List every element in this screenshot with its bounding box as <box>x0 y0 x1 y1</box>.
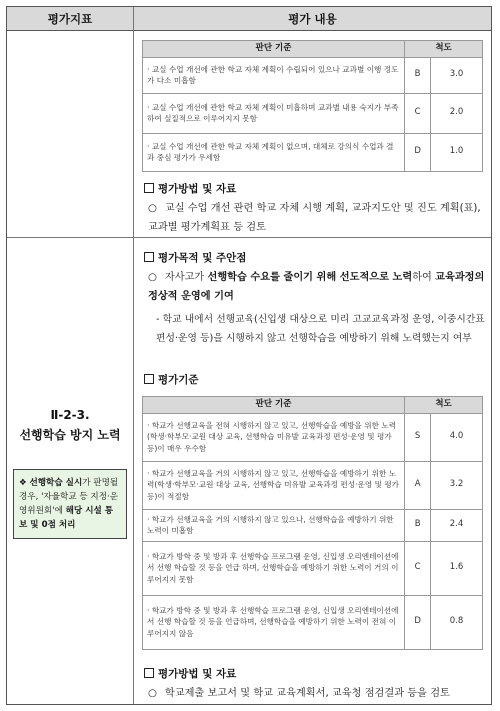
table-header <box>7 7 491 31</box>
penalty-note: ❖ 선행학습 실시가 판명될 경우, '자율학교 등 지정·운영위원회'에 해당 시설 통보 및 0점 처리 <box>13 469 127 539</box>
grade: A <box>405 461 431 509</box>
section-heading: 평가목적 및 주안점 <box>144 250 246 266</box>
table-row <box>143 413 483 461</box>
header-content: 평가 내용 <box>288 12 337 26</box>
grade: C <box>405 93 431 133</box>
table-row <box>143 541 483 595</box>
top-criteria-table <box>142 40 483 172</box>
circle-bullet-icon: ○ <box>148 272 157 283</box>
note-mark-icon: ❖ <box>19 478 27 488</box>
criterion-text: · 학교가 선행교육을 거의 시행하지 않고 있고, 선행학습을 예방하기 위한 노력(학생·학부모·교원 대상 교육, 선행학습 미유발 교육과정 편성·운영 및 평가 등)이 적절함 <box>143 461 405 509</box>
table-row <box>143 93 483 133</box>
grade: D <box>405 595 431 649</box>
section-heading: 평가방법 및 자료 <box>144 181 236 197</box>
grade: B <box>405 57 431 93</box>
criterion-text: · 교실 수업 개선에 관한 학교 자체 계획이 미흡하며 교과별 내용 숙지가 부족하여 실질적으로 이루어지지 못함 <box>143 93 405 133</box>
section-heading: 평가기준 <box>144 372 199 388</box>
score: 3.2 <box>431 461 483 509</box>
top-content-cell <box>134 31 491 237</box>
checkbox-square-icon <box>144 183 154 193</box>
checkbox-square-icon <box>144 252 154 262</box>
criterion-text: · 교실 수업 개선에 관한 학교 자체 계획이 수립되어 있으나 교과별 이행 정도가 다소 미흡함 <box>143 57 405 93</box>
grade: C <box>405 541 431 595</box>
indicator-code: Ⅱ-2-3. <box>50 408 90 422</box>
score: 1.0 <box>431 133 483 171</box>
header-indicator: 평가지표 <box>47 12 93 26</box>
scale-header: 척도 <box>405 41 483 58</box>
section-heading: 평가방법 및 자료 <box>144 666 236 682</box>
criterion-header: 판단 기준 <box>143 41 405 58</box>
criterion-text: · 학교가 선행교육을 거의 시행하지 않고 있으나, 선행학습을 예방하기 위한 노력이 미흡함 <box>143 509 405 541</box>
checkbox-square-icon <box>144 668 154 678</box>
grade: B <box>405 509 431 541</box>
grade: S <box>405 413 431 461</box>
circle-bullet-icon: ○ <box>148 203 157 214</box>
purpose-subitem: - 학교 내에서 선행교육(신입생 대상으로 미리 고교교육과정 운영, 이중시간표 편성·운영 등)을 시행하지 않고 선행학습을 예방하기 위해 노력했는지 여부 <box>156 314 485 344</box>
score: 3.0 <box>431 57 483 93</box>
method-paragraph: ○ 교실 수업 개선 관련 학교 자체 시행 계획, 교과지도안 및 진도 계획(표), 교과별 평가계획표 등 검토 <box>148 199 486 237</box>
purpose-paragraph: ○ 자사고가 선행학습 수요를 줄이기 위해 선도적으로 노력하여 교육과정의 정상적 운영에 기여 <box>148 268 486 306</box>
table-row <box>143 57 483 93</box>
criterion-text: · 학교가 방학 중 및 방과 후 선행학습 프로그램 운영, 신입생 오리엔테이션에서 선행 학습할 것 등을 언급하며, 선행학습을 예방하기 위한 노력이 전혀 이루어지지 않음 <box>143 595 405 649</box>
grade: D <box>405 133 431 171</box>
criterion-text: · 학교가 방학 중 및 방과 후 선행학습 프로그램 운영, 신입생 오리엔테이션에서 선행 학습할 것 등을 언급 하며, 선행학습을 예방하기 위한 노력이 거의 이루어지지 못함 <box>143 541 405 595</box>
scale-header: 척도 <box>405 397 483 414</box>
score: 4.0 <box>431 413 483 461</box>
table-row <box>143 595 483 649</box>
indicator-title <box>7 405 133 445</box>
criterion-text: · 학교가 선행교육을 전혀 시행하지 않고 있고, 선행학습을 예방을 위한 노력(학생·학부모·교원 대상 교육, 선행학습 미유발 교육과정 편성·운영 및 평가 등)이 매우 우수함 <box>143 413 405 461</box>
bottom-criteria-table <box>142 396 483 650</box>
criteria-header-row <box>143 41 483 58</box>
score: 2.4 <box>431 509 483 541</box>
criterion-header: 판단 기준 <box>143 397 405 414</box>
score: 0.8 <box>431 595 483 649</box>
criteria-header-row <box>143 397 483 414</box>
criterion-text: · 교실 수업 개선에 관한 학교 자체 계획이 없으며, 대체로 강의식 수업과 결과 중심 평가가 우세함 <box>143 133 405 171</box>
table-row <box>143 461 483 509</box>
evaluation-table <box>6 6 492 705</box>
indicator-name: 선행학습 방지 노력 <box>19 428 121 442</box>
score: 1.6 <box>431 541 483 595</box>
table-row <box>143 133 483 171</box>
circle-bullet-icon: ○ <box>148 688 157 699</box>
checkbox-square-icon <box>144 374 154 384</box>
method-paragraph: ○ 학교제출 보고서 및 학교 교육계획서, 교육청 점검결과 등을 검토 <box>148 684 486 703</box>
score: 2.0 <box>431 93 483 133</box>
table-row <box>143 509 483 541</box>
bottom-content-cell <box>134 238 491 706</box>
